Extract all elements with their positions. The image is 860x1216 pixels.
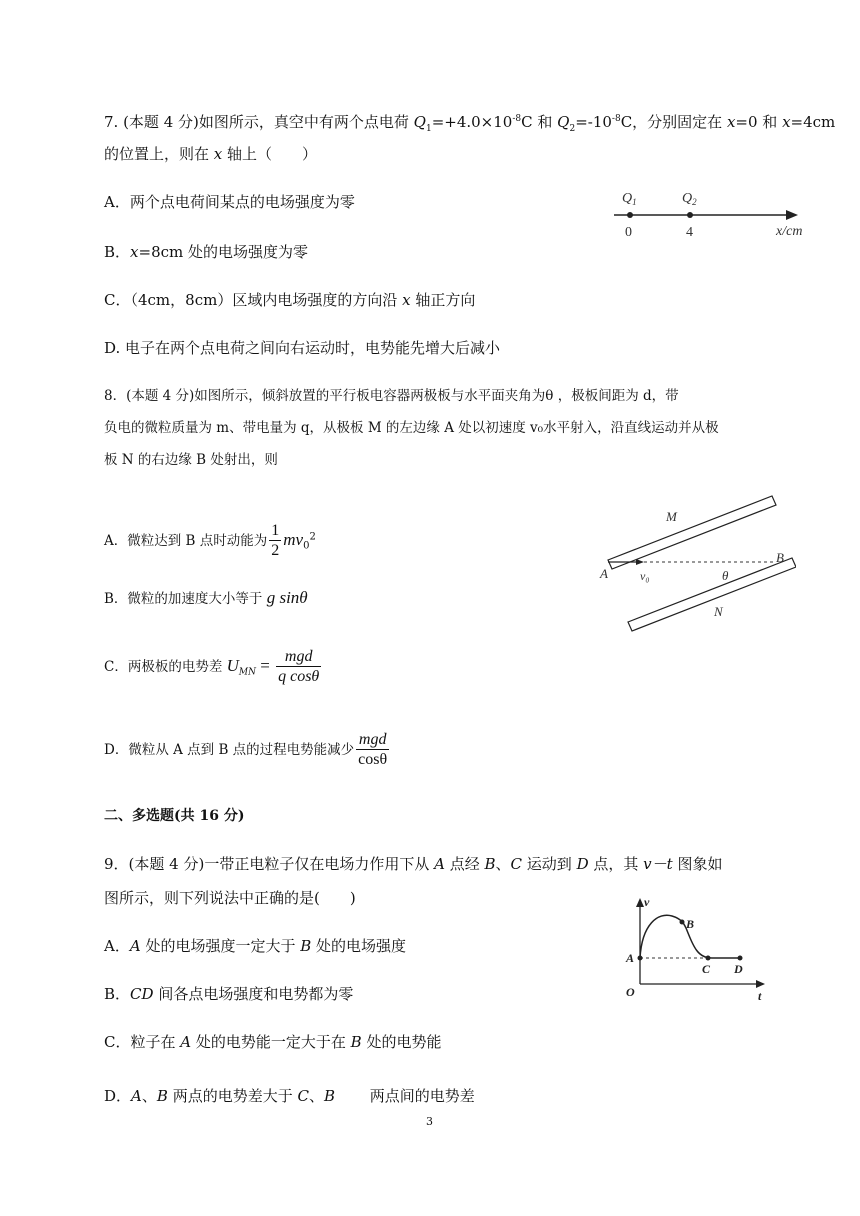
- frac-num: mgd: [356, 731, 389, 750]
- q7-stem-line2: [104, 144, 317, 164]
- q8-stem-line1: 8．(本题 4 分)如图所示，倾斜放置的平行板电容器两极板与水平面夹角为θ ，极板间距为 d，带: [104, 388, 679, 404]
- fig-a-label: A: [626, 951, 635, 965]
- q7-stem-line1: [104, 112, 835, 132]
- q9-stem-line1: [104, 854, 722, 874]
- q2-value: =-10: [575, 113, 612, 131]
- point-d: [738, 956, 743, 961]
- q9-option-a: [104, 936, 406, 956]
- fig-label-n: N: [714, 604, 723, 619]
- option-text: 两点间的电势差: [335, 1087, 475, 1105]
- fig-label-m: M: [666, 509, 677, 524]
- option-prefix: B．: [104, 243, 131, 261]
- vt-var: v－t: [643, 855, 673, 873]
- q9-vt-graph: [620, 894, 770, 1006]
- q1-sub: 1: [425, 124, 432, 134]
- tick-4: 4: [686, 225, 693, 240]
- q7-option-d: D. 电子在两个点电荷之间向右运动时，电势能先增大后减小: [104, 339, 501, 357]
- math-expr: g sinθ: [266, 588, 308, 607]
- fraction-mgd-cos: [356, 731, 389, 770]
- option-prefix: B．: [104, 985, 131, 1003]
- v-axis-arrow-icon: [636, 898, 644, 907]
- frac-den: cosθ: [358, 751, 388, 768]
- var: B: [323, 1087, 335, 1105]
- x0: =0 和: [735, 113, 783, 131]
- plate-n: [628, 558, 796, 631]
- point-a: [638, 956, 643, 961]
- q7-option-c: [104, 290, 475, 310]
- fig-c-label: C: [702, 962, 711, 976]
- var: B: [350, 1033, 362, 1051]
- x-var: x: [402, 291, 411, 309]
- q9-stem-text: 9．(本题 4 分)一带正电粒子仅在电场力作用下从: [104, 855, 435, 873]
- option-text: B．微粒的加速度大小等于: [104, 591, 267, 607]
- sep: 、: [141, 1087, 157, 1105]
- option-text: 轴正方向: [410, 291, 476, 309]
- option-text: =8cm 处的电场强度为零: [138, 243, 309, 261]
- var: B: [156, 1087, 168, 1105]
- var: A: [131, 1087, 142, 1105]
- point-c: [706, 956, 711, 961]
- axis-label: x/cm: [776, 224, 803, 239]
- x-var: x: [213, 145, 223, 163]
- var: C: [297, 1087, 309, 1105]
- option-text: 间各点电场强度和电势都为零: [153, 985, 354, 1003]
- fig-label-a: A: [600, 566, 608, 581]
- charge-q1-dot: [627, 212, 633, 218]
- fraction-one-half: [269, 522, 281, 561]
- option-text: 两点的电势差大于: [167, 1087, 298, 1105]
- q9-stem-line2: 图所示，则下列说法中正确的是( ): [104, 889, 356, 907]
- plate-m: [608, 496, 776, 569]
- q7-axis-figure: [600, 182, 820, 244]
- q8-option-c: [104, 642, 323, 691]
- page-number: 3: [426, 1115, 433, 1128]
- option-text: D．微粒从 A 点到 B 点的过程电势能减少: [104, 742, 355, 758]
- x-var: x: [782, 113, 791, 131]
- q2-label: Q: [557, 113, 570, 131]
- math-eq: =: [256, 656, 275, 675]
- q1-exp: -8: [512, 114, 522, 124]
- q9-option-d: [104, 1086, 475, 1106]
- var-c: C: [510, 855, 523, 873]
- fig-b-label: B: [686, 917, 695, 931]
- math-expr: mv: [283, 530, 304, 549]
- math-sup: 2: [309, 531, 316, 543]
- fig-v-label: v: [644, 895, 650, 909]
- option-text: 处的电势能一定大于在: [191, 1033, 351, 1051]
- fig-q1-label: $Q_1$: [622, 191, 637, 207]
- frac-den: 2: [271, 542, 280, 559]
- q7-option-b: [104, 242, 308, 262]
- var-d: D: [576, 855, 589, 873]
- math-U: U: [226, 656, 239, 675]
- fig-t-label: t: [758, 989, 762, 1003]
- q8-option-a: [104, 518, 316, 563]
- q1-label: Q: [413, 113, 426, 131]
- v0-arrow-icon: [636, 559, 644, 565]
- var-b: B: [484, 855, 496, 873]
- tick-0: 0: [625, 225, 632, 240]
- option-text: C．（4cm，8cm）区域内电场强度的方向沿: [104, 291, 403, 309]
- q8-stem-line3: 板 N 的右边缘 B 处射出，则: [104, 452, 278, 468]
- var: CD: [130, 985, 154, 1003]
- var: A: [180, 1033, 192, 1051]
- point-b: [680, 920, 685, 925]
- frac-num: mgd: [276, 648, 321, 667]
- q8-capacitor-figure: [596, 490, 796, 640]
- q8-option-b: [104, 588, 308, 609]
- option-text: C．两极板的电势差: [104, 659, 227, 675]
- q9-stem-text: 运动到: [522, 855, 577, 873]
- option-prefix: A．: [104, 937, 130, 955]
- var: B: [300, 937, 312, 955]
- x-var: x: [726, 113, 736, 131]
- fig-o-label: O: [626, 985, 635, 999]
- sep: 、: [308, 1087, 324, 1105]
- section-heading: 二、多选题(共 16 分): [104, 808, 245, 824]
- q7-stem-text: 7. (本题 4 分)如图所示，真空中有两个点电荷: [104, 113, 414, 131]
- sep: 、: [495, 855, 511, 873]
- x4: =4cm: [790, 113, 836, 131]
- q9-option-c: [104, 1032, 441, 1052]
- fig-label-theta: θ: [722, 568, 729, 583]
- fig-label-b: B: [776, 550, 784, 565]
- q2-exp: -8: [611, 114, 621, 124]
- t-axis-arrow-icon: [756, 980, 765, 988]
- option-text: A．微粒达到 B 点时动能为: [104, 533, 268, 549]
- fig-label-v0: v₀: [640, 569, 650, 583]
- var-a: A: [434, 855, 445, 873]
- q9-stem-text: 点，其: [588, 855, 644, 873]
- var: A: [129, 937, 141, 955]
- math-sub: MN: [238, 667, 256, 678]
- option-text: C．粒子在: [104, 1033, 181, 1051]
- frac-den: q cosθ: [278, 668, 320, 685]
- option-text: 处的电势能: [361, 1033, 442, 1051]
- option-text: 处的电场强度一定大于: [140, 937, 301, 955]
- q8-stem-line2: 负电的微粒质量为 m、带电量为 q，从极板 M 的左边缘 A 处以初速度 v₀水平射入，沿直线运动并从极: [104, 420, 719, 436]
- q2-tail: C，分别固定在: [620, 113, 727, 131]
- q9-stem-text: 点经: [444, 855, 485, 873]
- q7-option-a: A．两个点电荷间某点的电场强度为零: [104, 193, 355, 211]
- q1-value: =+4.0×10: [431, 113, 513, 131]
- q2-sub: 2: [569, 124, 576, 134]
- charge-q2-dot: [687, 212, 693, 218]
- q8-option-d: [104, 726, 391, 774]
- fraction-mgd-qcos: [276, 648, 321, 687]
- option-text: 处的电场强度: [311, 937, 407, 955]
- q7-stem-text: 的位置上，则在: [104, 145, 214, 163]
- math-sub: 0: [303, 540, 310, 552]
- q7-stem-tail: 轴上（ ）: [222, 145, 318, 163]
- q9-stem-text: 图象如: [672, 855, 723, 873]
- axis-arrow-icon: [786, 210, 798, 220]
- fig-q2-label: $Q_2$: [682, 191, 697, 207]
- frac-num: 1: [271, 522, 280, 539]
- fig-d-label: D: [734, 962, 743, 976]
- q9-option-b: [104, 984, 353, 1004]
- option-prefix: D．: [104, 1087, 132, 1105]
- x-var: x: [130, 243, 139, 261]
- q1-unit: C 和: [521, 113, 558, 131]
